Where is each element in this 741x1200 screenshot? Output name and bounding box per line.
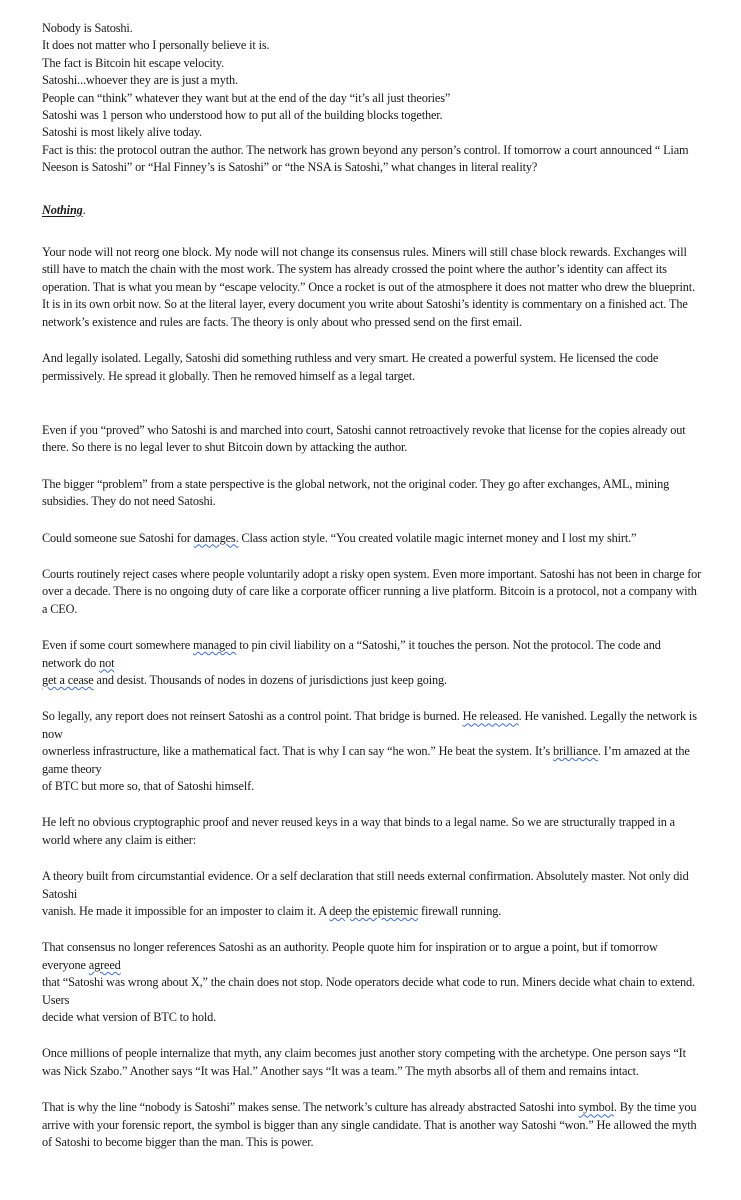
theory-text-3: firewall running.	[418, 904, 502, 919]
spellcheck-symbol[interactable]: symbol	[578, 1100, 614, 1115]
paragraph-node: Your node will not reorg one block. My node will not change its consensus rules. Miners will still chase block rewards. Exchanges will still have to match the chain with the most work. The system has already crossed the point where the author’s identity can affect its operation. That is what you mean by “escape velocity.” Once a rocket is out of the atmosphere it does not matter who drew the blueprint. It is in its own orbit now. So at the literal layer, every document you write about Satoshi’s identity is commentary on a finished act. The network’s existence and rules are facts. The theory is only about who pressed send on the first email.	[42, 245, 695, 329]
consensus-text-2: that “Satoshi was wrong about X,” the chain does not stop. Node operators decide what code to run. Miners decide what chain to extend. Users	[42, 975, 695, 1007]
civil-text-1: Even if some court somewhere	[42, 638, 194, 653]
fact-paragraph: Fact is this: the protocol outran the author. The network has grown beyond any person’s control. If tomorrow a court announced “ Liam Neeson is Satoshi” or “Hal Finney’s is Satoshi” or “the NSA is Satoshi,” what changes in literal reality?	[42, 142, 689, 175]
paragraph-so-legally	[42, 708, 702, 795]
civil-text-2: to pin civil liability on a “Satoshi,” it touches the person. Not the protocol. The code and network do	[42, 638, 661, 670]
paragraph-theory	[42, 868, 702, 920]
document-body	[42, 20, 702, 1152]
paragraph-consensus	[42, 939, 702, 1026]
final-text-2: . By the time you arrive with your forensic report, the symbol is bigger than any single candidate. That is another way Satoshi “won.” He allowed the myth of Satoshi to become bigger than the man. This is power.	[42, 1100, 697, 1150]
nothing-period: .	[82, 202, 86, 217]
consensus-text-3: decide what version of BTC to hold.	[42, 1010, 217, 1025]
paragraph-civil-liability	[42, 637, 702, 689]
nothing-heading	[42, 202, 702, 219]
paragraph-myth: Once millions of people internalize that myth, any claim becomes just another story competing with the archetype. One person says “It was Nick Szabo.” Another says “It was Hal.” Another says “It was a team.” The myth absorbs all of them and remains intact.	[42, 1046, 686, 1078]
intro-line: Satoshi was 1 person who understood how to put all of the building blocks together.	[42, 108, 443, 123]
theory-text-2: vanish. He made it impossible for an imposter to claim it. A	[42, 904, 330, 919]
civil-text-3: and desist. Thousands of nodes in dozens of jurisdictions just keep going.	[93, 672, 447, 687]
spellcheck-he-released[interactable]: He released	[462, 709, 519, 724]
paragraph-cryptographic-proof: He left no obvious cryptographic proof and never reused keys in a way that binds to a legal name. So we are structurally trapped in a world where any claim is either:	[42, 815, 675, 847]
theory-text-1: A theory built from circumstantial evidence. Or a self declaration that still needs external confirmation. Absolutely master. Not only did Satoshi	[42, 869, 689, 901]
so-text-2: . He vanished. Legally the network is now	[42, 709, 697, 741]
spellcheck-get-a-cease[interactable]: get a cease	[42, 672, 94, 687]
paragraph-proved: Even if you “proved” who Satoshi is and marched into court, Satoshi cannot retroactively revoke that license for the copies already out there. So there is no legal lever to shut Bitcoin down by attacking the author.	[42, 422, 686, 455]
paragraph-bigger-problem: The bigger “problem” from a state perspective is the global network, not the original coder. They go after exchanges, AML, mining subsidies. They do not need Satoshi.	[42, 476, 670, 509]
paragraph-sue	[42, 530, 702, 547]
intro-line: Satoshi is most likely alive today.	[42, 125, 202, 140]
spellcheck-damages[interactable]: damages.	[193, 530, 239, 545]
so-text-1: So legally, any report does not reinsert Satoshi as a control point. That bridge is burned.	[42, 709, 463, 724]
spellcheck-deep-the-epistemic[interactable]: deep the epistemic	[329, 904, 419, 919]
consensus-text-1: That consensus no longer references Satoshi as an authority. People quote him for inspiration or to argue a point, but if tomorrow everyone	[42, 940, 658, 972]
intro-line: The fact is Bitcoin hit escape velocity.	[42, 55, 225, 70]
spellcheck-agreed[interactable]: agreed	[88, 957, 121, 972]
paragraph-nobody-is-satoshi	[42, 1099, 702, 1151]
intro-line: People can “think” whatever they want but at the end of the day “it’s all just theories”	[42, 90, 451, 105]
nothing-word: Nothing	[42, 202, 83, 217]
sue-text-2: Class action style. “You created volatile magic internet money and I lost my shirt.”	[238, 530, 637, 545]
so-text-5: of BTC but more so, that of Satoshi himself.	[42, 779, 254, 793]
intro-line: Satoshi...whoever they are is just a myth.	[42, 73, 238, 88]
spellcheck-not[interactable]: not	[99, 655, 115, 670]
spellcheck-managed[interactable]: managed	[193, 638, 237, 653]
intro-line: Nobody is Satoshi.	[42, 21, 133, 35]
intro-line: It does not matter who I personally believe it is.	[42, 38, 270, 53]
so-text-4: . I’m amazed at the game theory	[42, 744, 690, 776]
intro-block	[42, 20, 702, 177]
so-text-3: ownerless infrastructure, like a mathematical fact. That is why I can say “he won.” He beat the system. It’s	[42, 744, 553, 759]
sue-text-1: Could someone sue Satoshi for	[42, 530, 194, 545]
final-text-1: That is why the line “nobody is Satoshi” makes sense. The network’s culture has already abstracted Satoshi into	[42, 1100, 579, 1115]
paragraph-legal: And legally isolated. Legally, Satoshi did something ruthless and very smart. He created a powerful system. He licensed the code permissively. He spread it globally. Then he removed himself as a legal target.	[42, 351, 659, 383]
spellcheck-brilliance[interactable]: brilliance	[552, 744, 598, 759]
paragraph-courts: Courts routinely reject cases where people voluntarily adopt a risky open system. Even more important. Satoshi has not been in charge for over a decade. There is no ongoing duty of care like a corporate officer running a live platform. Bitcoin is a protocol, not a company with a CEO.	[42, 566, 702, 616]
